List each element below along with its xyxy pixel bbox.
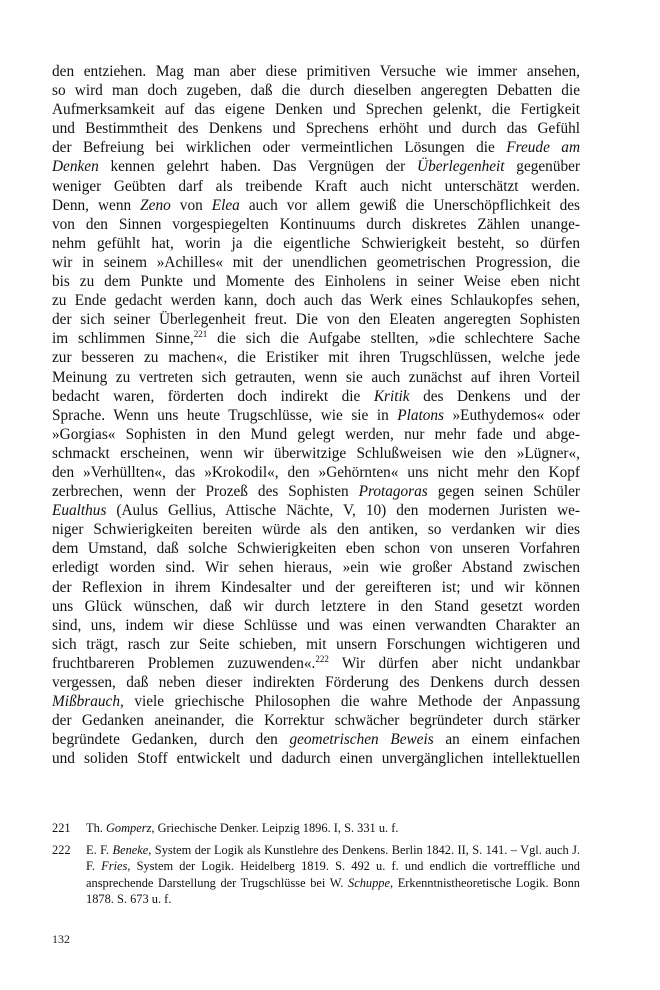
text-line <box>52 597 580 616</box>
text-line <box>52 234 580 253</box>
text-line <box>52 673 580 692</box>
book-page <box>52 62 581 907</box>
text-run: weniger Geübten darf als treibende Kraft auch nicht unterschätzt werden. <box>52 177 580 195</box>
text-run: bis zu dem Punkte und Momente des Einholens in seiner Weise eben nicht <box>52 273 580 291</box>
text-line <box>52 711 580 730</box>
text-run: fruchtbareren Problemen zuzuwenden«. <box>52 654 316 672</box>
text-run: den entziehen. Mag man aber diese primitiven Versuche wie immer ansehen, <box>52 63 580 80</box>
text-run: nehm gefühlt hat, worin ja die eigentliche Schwierigkeit besteht, so dürfen <box>52 234 580 252</box>
text-run: uns Glück wünschen, daß wir durch letztere in den Stand gesetzt worden <box>52 597 580 615</box>
text-line <box>52 635 580 654</box>
text-run: Aufmerksamkeit auf das eigene Denken und Sprechen gelenkt, die Fertigkeit <box>52 101 580 119</box>
text-line <box>52 329 580 348</box>
italic-text: Zeno <box>140 196 171 214</box>
italic-text: Denken <box>52 158 99 176</box>
text-run: vergessen, daß neben dieser indirekten Förderung des Denkens durch dessen <box>52 674 580 691</box>
text-run: Meinung zu vertreten sich getrauten, wenn sie auch zunächst auf ihren Vorteil <box>52 368 580 386</box>
text-run: den »Verhüllten«, das »Krokodil«, den »Gehörnten« uns nicht mehr den Kopf <box>52 463 580 481</box>
italic-text: Kritik <box>373 387 410 405</box>
text-line <box>52 578 580 597</box>
italic-text: Mißbrauch <box>52 693 120 711</box>
text-line <box>52 196 580 215</box>
text-run: Sprache. Wenn uns heute Trugschlüsse, wie sie in <box>52 406 398 424</box>
italic-text: Eualthus <box>52 502 107 520</box>
text-run: erledigt worden sind. Wir sehen hieraus, »ein wie großer Abstand zwischen <box>52 559 580 577</box>
text-run: zu Ende gedacht werden kann, doch auch das Werk eines Schlaukopfes sehen, <box>52 292 580 310</box>
footnote-reference: 221 <box>193 329 208 340</box>
text-line <box>52 616 580 635</box>
text-run: gegenüber <box>504 158 580 176</box>
main-body-text <box>52 62 580 768</box>
footnote-text: , Griechische Denker. Leipzig 1896. I, S. 331 u. f. <box>151 821 399 835</box>
text-run: die sich die Aufgabe stellten, »die schlechtere Sache <box>207 330 580 348</box>
text-line <box>52 654 580 673</box>
text-run: von den Sinnen vorgespiegelten Kontinuums durch diskretes Zählen unange- <box>52 215 580 233</box>
text-run: gegen seinen Schüler <box>427 483 580 501</box>
footnote-number: 221 <box>52 821 71 835</box>
footnote-italic-text: Schuppe <box>348 875 390 890</box>
text-run: im schlimmen Sinne, <box>52 330 194 348</box>
text-line <box>52 539 580 558</box>
text-run: schmackt erscheinen, wenn wir überwitzige Schlußweisen wie den »Lügner«, <box>52 444 580 462</box>
italic-text: Platons <box>397 406 445 424</box>
text-line <box>52 119 580 138</box>
text-line <box>52 138 580 157</box>
text-run: so wird man doch zugeben, daß die durch dieselben angeregten Debatten die <box>52 82 580 100</box>
text-line <box>52 425 580 444</box>
text-line <box>52 310 580 329</box>
text-run: zerbrechen, wenn der Prozeß des Sophisten <box>52 483 359 501</box>
footnote-text: Th. <box>86 821 106 835</box>
text-line <box>52 749 580 768</box>
italic-text: Elea <box>211 196 240 214</box>
text-line <box>52 463 580 482</box>
text-run: auch vor allem gewiß die Unerschöpflichkeit des <box>239 196 580 214</box>
text-run: der Reflexion in ihrem Kindesalter und der gereifteren ist; und wir können <box>52 578 580 596</box>
text-run: von <box>170 196 212 214</box>
text-run: und soliden Stoff entwickelt und dadurch einen unvergänglichen intellektuellen <box>52 750 580 768</box>
footnote-italic-text: Beneke <box>112 842 149 857</box>
text-run: kennen gelehrt haben. Das Vergnügen der <box>98 158 418 176</box>
text-line <box>52 291 580 310</box>
text-line <box>52 692 580 711</box>
text-line <box>52 81 580 100</box>
text-run: zur besseren zu machen«, die Eristiker mit ihren Trugschlüssen, welche jede <box>52 349 580 367</box>
text-run: (Aulus Gellius, Attische Nächte, V, 10) den modernen Juristen we- <box>106 502 580 520</box>
text-line <box>52 406 580 425</box>
footnote-italic-text: Gomperz <box>105 821 152 835</box>
italic-text: Freude am <box>506 139 580 157</box>
page-number: 132 <box>52 932 70 946</box>
text-run: sind, uns, indem wir diese Schlüsse und was einen verwandten Charakter an <box>52 616 580 634</box>
text-line <box>52 100 580 119</box>
text-line <box>52 444 580 463</box>
footnote <box>52 820 580 837</box>
text-run: Denn, wenn <box>52 196 141 214</box>
text-run: der sich seiner Überlegenheit freut. Die von den Eleaten angeregten Sophisten <box>52 311 580 329</box>
text-line <box>52 157 580 176</box>
footnote-text: , Erkenntnistheoretische Logik. Bonn 1878. S. 673 u. f. <box>86 875 580 907</box>
text-line <box>52 215 580 234</box>
text-line <box>52 272 580 291</box>
text-line <box>52 482 580 501</box>
text-line <box>52 368 580 387</box>
footnote-text: , System der Logik. Heidelberg 1819. S. 492 u. f. und endlich die vortreffliche und ansprechende Darstellung der Trugschlüsse bei W. <box>86 859 581 890</box>
text-run: »Gorgias« Sophisten in den Mund gelegt werden, nur mehr fade und abge- <box>52 425 580 443</box>
text-run: , viele griechische Philosophen die wahre Methode der Anpassung <box>119 693 580 711</box>
text-line <box>52 348 580 367</box>
text-line <box>52 730 580 749</box>
text-line <box>52 62 580 81</box>
italic-text: Protagoras <box>358 483 428 501</box>
text-run: »Euthydemos« oder <box>444 406 580 424</box>
text-run: und Bestimmtheit des Denkens und Sprechens erhöht und durch das Gefühl <box>52 120 580 138</box>
text-run: dem Umstand, daß solche Schwierigkeiten eben schon von unseren Vorfahren <box>52 540 580 558</box>
text-run: begründete Gedanken, durch den <box>52 731 290 749</box>
footnote-italic-text: Fries <box>101 859 128 874</box>
text-line <box>52 520 580 539</box>
text-run: sich trägt, rasch zur Seite schieben, mit unsern Forschungen wichtigeren und <box>52 635 580 653</box>
text-line <box>52 501 580 520</box>
footnote-text: , System der Logik als Kunstlehre des Denkens. Berlin 1842. II, S. 141. – Vgl. auch J. F. <box>86 842 580 874</box>
footnote-text: E. F. <box>86 842 113 857</box>
text-run: bedacht waren, förderten doch indirekt die <box>52 387 374 405</box>
footnote <box>52 842 580 908</box>
footnote-number: 222 <box>52 842 71 857</box>
footnotes-section <box>52 820 580 913</box>
text-run: an einem einfachen <box>433 731 580 749</box>
text-line <box>52 177 580 196</box>
text-run: der Gedanken aneinander, die Korrektur schwächer begründeter durch stärker <box>52 712 580 730</box>
text-run: der Befreiung bei wirklichen oder vermeintlichen Lösungen die <box>52 139 507 157</box>
italic-text: Überlegenheit <box>417 158 505 176</box>
text-line <box>52 558 580 577</box>
text-run: Wir dürfen aber nicht undankbar <box>328 654 580 672</box>
text-line <box>52 253 580 272</box>
text-run: wir in seinem »Achilles« mit der unendlichen geometrischen Progression, die <box>52 253 580 271</box>
text-run: niger Schwierigkeiten bereiten würde als den antiken, so verdanken wir dies <box>52 521 580 539</box>
footnote-reference: 222 <box>315 653 329 664</box>
text-line <box>52 387 580 406</box>
text-run: des Denkens und der <box>409 387 580 405</box>
italic-text: geometrischen Beweis <box>289 731 434 749</box>
